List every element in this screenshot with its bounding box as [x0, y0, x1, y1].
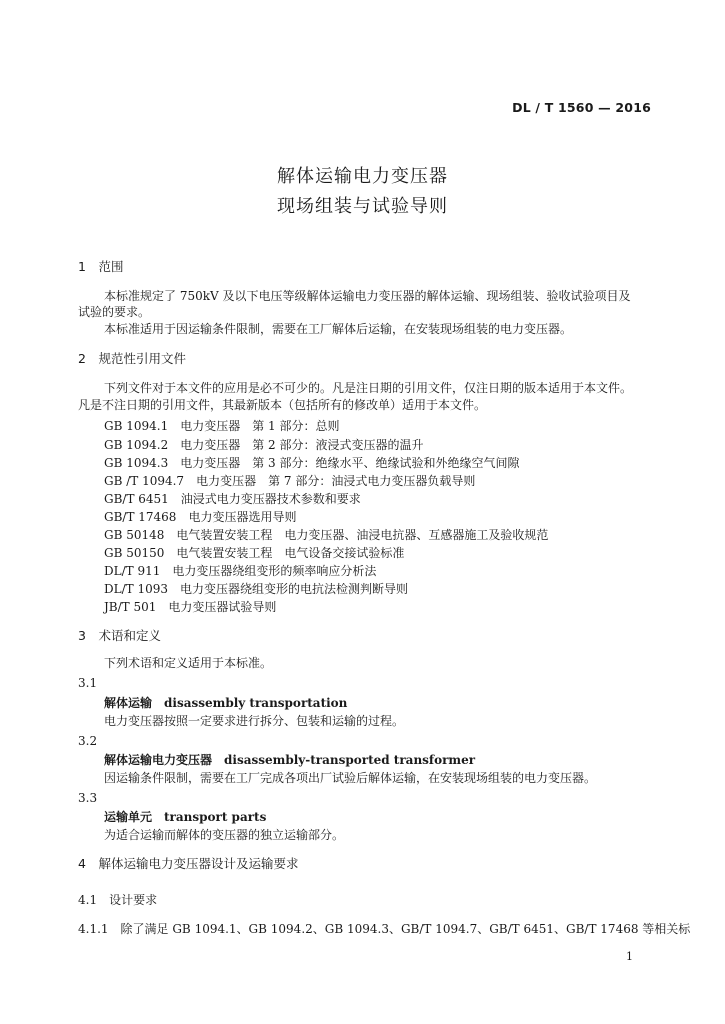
reference-item: GB /T 1094.7 电力变压器 第 7 部分：油浸式电力变压器负载导则: [104, 474, 476, 488]
document-title-line2: 现场组装与试验导则: [277, 196, 448, 217]
section-1-heading: 1 范围: [78, 259, 124, 274]
section-3-heading: 3 术语和定义: [78, 628, 161, 643]
section-4-1-heading: 4.1 设计要求: [78, 893, 158, 907]
page-number: 1: [626, 950, 633, 963]
reference-item: GB/T 17468 电力变压器选用导则: [104, 510, 297, 524]
section-2-heading: 2 规范性引用文件: [78, 351, 186, 366]
term-definition: 因运输条件限制，需要在工厂完成各项出厂试验后解体运输，在安装现场组装的电力变压器。: [104, 771, 597, 785]
clause-4-1-1: 4.1.1 除了满足 GB 1094.1、GB 1094.2、GB 1094.3、GB/T 1094.7、GB/T 6451、GB/T 17468 等相关标: [78, 922, 691, 936]
term-title: 运输单元 transport parts: [104, 810, 267, 824]
reference-item: GB 1094.3 电力变压器 第 3 部分：绝缘水平、绝缘试验和外绝缘空气间隙: [104, 456, 520, 470]
section-1-para2: 本标准适用于因运输条件限制，需要在工厂解体后运输，在安装现场组装的电力变压器。: [104, 322, 573, 336]
reference-item: GB 1094.2 电力变压器 第 2 部分：液浸式变压器的温升: [104, 438, 424, 452]
term-definition: 为适合运输而解体的变压器的独立运输部分。: [104, 828, 345, 842]
section-1-para1-line1: 本标准规定了 750kV 及以下电压等级解体运输电力变压器的解体运输、现场组装、验收试验项目及: [104, 289, 631, 303]
reference-item: GB 1094.1 电力变压器 第 1 部分：总则: [104, 419, 340, 433]
term-definition: 电力变压器按照一定要求进行拆分、包装和运输的过程。: [104, 714, 405, 728]
term-number: 3.2: [78, 734, 98, 748]
section-2-intro-line2: 凡是不注日期的引用文件，其最新版本（包括所有的修改单）适用于本文件。: [78, 398, 487, 412]
reference-item: JB/T 501 电力变压器试验导则: [104, 600, 277, 614]
standard-code: DL / T 1560 — 2016: [512, 100, 651, 115]
document-title-line1: 解体运输电力变压器: [277, 166, 448, 187]
section-3-intro: 下列术语和定义适用于本标准。: [104, 656, 273, 670]
section-2-intro-line1: 下列文件对于本文件的应用是必不可少的。凡是注日期的引用文件，仅注日期的版本适用于本文件。: [104, 381, 633, 395]
section-1-para1-line2: 试验的要求。: [78, 305, 151, 319]
term-title: 解体运输电力变压器 disassembly-transported transformer: [104, 753, 476, 767]
reference-item: DL/T 911 电力变压器绕组变形的频率响应分析法: [104, 564, 377, 578]
term-number: 3.3: [78, 791, 98, 805]
reference-item: GB 50150 电气装置安装工程 电气设备交接试验标准: [104, 546, 405, 560]
term-title: 解体运输 disassembly transportation: [104, 696, 348, 710]
reference-item: GB/T 6451 油浸式电力变压器技术参数和要求: [104, 492, 361, 506]
term-number: 3.1: [78, 676, 98, 690]
reference-item: GB 50148 电气装置安装工程 电力变压器、油浸电抗器、互感器施工及验收规范: [104, 528, 549, 542]
reference-item: DL/T 1093 电力变压器绕组变形的电抗法检测判断导则: [104, 582, 408, 596]
section-4-heading: 4 解体运输电力变压器设计及运输要求: [78, 856, 299, 871]
